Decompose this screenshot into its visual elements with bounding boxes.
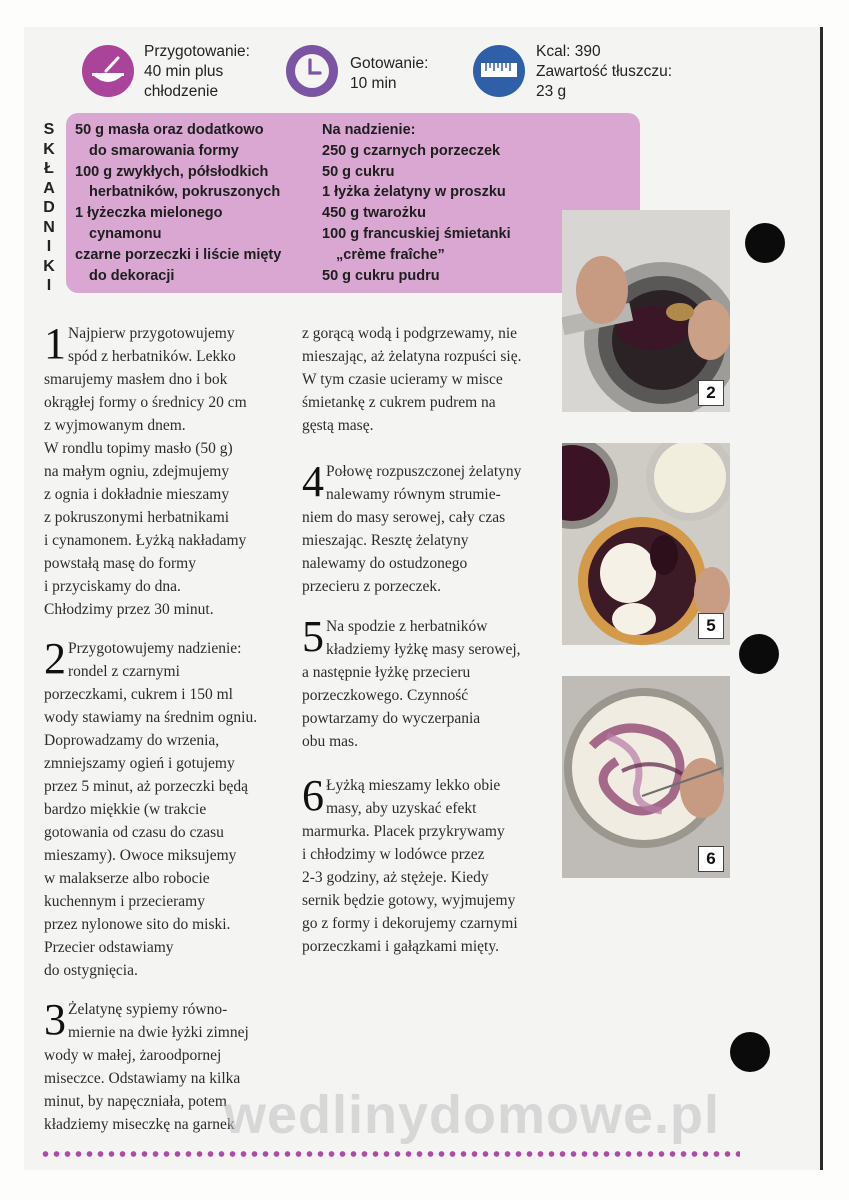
ingredient-line: 100 g francuskiej śmietanki bbox=[322, 225, 511, 242]
prep-time: Przygotowanie: 40 min plus chłodzenie bbox=[144, 43, 250, 100]
decorative-dotted-rule bbox=[40, 1150, 740, 1158]
binder-hole bbox=[730, 1032, 770, 1072]
ingredient-line: 1 łyżka żelatyny w proszku bbox=[322, 184, 506, 201]
nutrition-info: Kcal: 390 Zawartość tłuszczu: 23 g bbox=[536, 43, 673, 100]
ingredient-line: cynamonu bbox=[89, 225, 162, 242]
ingredient-line: 250 g czarnych porzeczek bbox=[322, 142, 501, 159]
step-1: 1 Najpierw przygotowujemy spód z herbatników. Lekko smarujemy masłem dno i bok okrągłej formy o średnicy 20 cm z wyjmowanym dnem. W rondlu topimy masło (50 g) na małym ogniu, zdejmujemy z ognia i dokładnie mieszamy z pokruszonymi herbatnikami i cynamonem. Łyżką nakładamy powstałą masę do formy i przyciskamy do dna. Chłodzimy przez 30 minut. bbox=[44, 319, 247, 618]
step-number: 3 bbox=[44, 995, 66, 1044]
ingredient-line: 50 g cukru pudru bbox=[322, 267, 440, 284]
step-number: 5 bbox=[302, 612, 324, 661]
cook-time: Gotowanie: 10 min bbox=[350, 55, 429, 92]
photo-number: 5 bbox=[698, 613, 724, 639]
step-number: 4 bbox=[302, 457, 324, 506]
step-3-continued: z gorącą wodą i podgrzewamy, nie mieszając, aż żelatyna rozpuści się. W tym czasie ucieramy w misce śmietankę z cukrem pudrem na gęstą masę. bbox=[302, 325, 522, 434]
ingredient-line: do smarowania formy bbox=[89, 142, 239, 159]
card-edge bbox=[820, 27, 823, 1170]
ingredient-line: 50 g cukru bbox=[322, 163, 395, 180]
photo-number: 2 bbox=[698, 380, 724, 406]
step-number: 1 bbox=[44, 319, 66, 368]
whisk-bowl-icon bbox=[82, 45, 134, 97]
binder-hole bbox=[745, 223, 785, 263]
photo-number: 6 bbox=[698, 846, 724, 872]
step-photo-6 bbox=[562, 676, 730, 878]
ingredient-line: herbatników, pokruszonych bbox=[89, 184, 281, 201]
ingredient-line: czarne porzeczki i liście mięty bbox=[75, 246, 282, 263]
step-photo-2 bbox=[562, 210, 730, 412]
ingredient-line: 1 łyżeczka mielonego bbox=[75, 205, 223, 222]
step-3: 3 Żelatynę sypiemy równo- miernie na dwie łyżki zimnej wody w małej, żaroodpornej miseczce. Odstawiamy na kilka minut, by napęczniała, potem kładziemy miseczkę na garnek bbox=[44, 995, 249, 1133]
step-photo-5 bbox=[562, 443, 730, 645]
step-6: 6 Łyżką mieszamy lekko obie masy, aby uzyskać efekt marmurka. Placek przykrywamy i chłodzimy w lodówce przez 2-3 godziny, aż stężeje. Kiedy sernik będzie gotowy, wyjmujemy go z formy i dekorujemy czarnymi porzeczkami i gałązkami mięty. bbox=[302, 771, 518, 955]
scale-icon bbox=[473, 45, 525, 97]
step-number: 2 bbox=[44, 634, 66, 683]
ingredient-line: „crème fraîche” bbox=[336, 246, 445, 263]
ingredient-line: Na nadzienie: bbox=[322, 122, 416, 138]
binder-hole bbox=[739, 634, 779, 674]
ingredients-heading: S K Ł A D N I K I bbox=[43, 121, 55, 294]
step-number: 6 bbox=[302, 771, 324, 820]
ingredient-line: do dekoracji bbox=[89, 267, 175, 284]
step-4: 4 Połowę rozpuszczonej żelatyny nalewamy równym strumie- niem do masy serowej, cały czas mieszając. Resztę żelatyny nalewamy do ostudzonego przecieru z porzeczek. bbox=[302, 457, 522, 595]
ingredients-base-list bbox=[75, 120, 281, 286]
step-5: 5 Na spodzie z herbatników kładziemy łyżkę masy serowej, a następnie łyżkę przecieru porzeczkowego. Czynność powtarzamy do wyczerpania obu mas. bbox=[302, 612, 521, 750]
clock-icon bbox=[286, 45, 338, 97]
ingredients-filling-list bbox=[322, 120, 511, 286]
ingredient-line: 100 g zwykłych, półsłodkich bbox=[75, 163, 269, 180]
watermark: wedlinydomowe.pl bbox=[224, 1085, 721, 1145]
step-2: 2 Przygotowujemy nadzienie: rondel z czarnymi porzeczkami, cukrem i 150 ml wody stawiamy na średnim ogniu. Doprowadzamy do wrzenia, zmniejszamy ogień i gotujemy przez 5 minut, aż porzeczki będą bardzo miękkie (w trakcie gotowania od czasu do czasu mieszamy). Owoce miksujemy w malakserze albo robocie kuchennym i przecieramy przez nylonowe sito do miski. Przecier odstawiamy do ostygnięcia. bbox=[44, 634, 258, 979]
ingredient-line: 450 g twarożku bbox=[322, 205, 426, 222]
ingredient-line: 50 g masła oraz dodatkowo bbox=[75, 122, 264, 138]
